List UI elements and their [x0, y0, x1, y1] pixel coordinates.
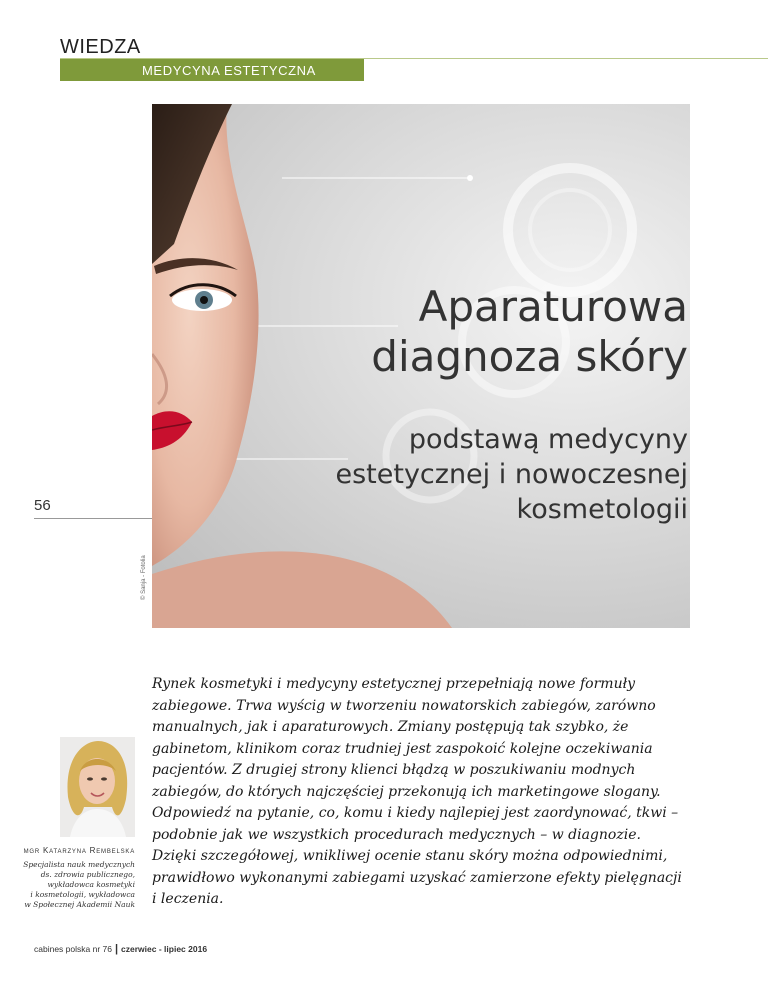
subtitle-line-1: podstawą medycyny	[408, 424, 688, 455]
author-desc-line: Specjalista nauk medycznych	[23, 860, 135, 869]
subtitle-line-3: kosmetologii	[516, 494, 688, 525]
author-desc-line: i kosmetologii, wykładowca	[30, 890, 135, 899]
article-lead: Rynek kosmetyki i medycyny estetycznej przepełniają nowe formuły zabiegowe. Trwa wyścig w tworzeniu nowatorskich zabiegów, zarówno manualnych, jak i aparaturowych. Zmiany postępują tak szybko, że gabinetom, klinikom coraz trudniej jest zaspokoić kolejne oczekiwania pacjentów. Z drugiej strony klienci błądzą w poszukiwaniu modnych zabiegów, do których najczęściej przekonują ich marketingowe slogany. Odpowiedź na pytanie, co, komu i kiedy najlepiej jest zaordynować, tkwi – podobnie jak we wszystkich procedurach medycznych – w diagnozie. Dzięki szczegółowej, wnikliwej ocenie stanu skóry można odpowiednimi, prawidłowo wykonanymi zabiegami uzyskać zamierzone efekty pielęgnacji i leczenia.	[152, 676, 682, 907]
author-photo	[60, 737, 135, 837]
author-name: mgr Katarzyna Rembelska	[23, 846, 135, 855]
title-line-1: Aparaturowa	[418, 282, 688, 331]
section-header: WIEDZA	[60, 36, 141, 58]
author-desc-line: wykładowca kosmetyki	[47, 880, 135, 889]
subtitle-line-2: estetycznej i nowoczesnej	[335, 459, 688, 490]
footer-publication: cabines polska nr 76	[34, 944, 112, 954]
author-description	[15, 860, 135, 910]
page-number: 56	[34, 497, 51, 514]
subsection-label: MEDYCYNA ESTETYCZNA	[142, 63, 316, 78]
author-desc-line: ds. zdrowia publicznego,	[40, 870, 135, 879]
page-number-rule	[34, 518, 152, 519]
author-desc-line: w Społecznej Akademii Nauk	[24, 900, 135, 909]
article-title	[371, 282, 688, 382]
footer	[34, 943, 207, 955]
footer-date: czerwiec - lipiec 2016	[121, 944, 208, 954]
article-subtitle	[335, 422, 688, 527]
author-portrait-icon	[60, 737, 135, 837]
footer-separator: |	[114, 943, 119, 955]
photo-credit: © Sanja - Fotolia	[141, 555, 147, 600]
title-line-2: diagnoza skóry	[371, 332, 688, 381]
